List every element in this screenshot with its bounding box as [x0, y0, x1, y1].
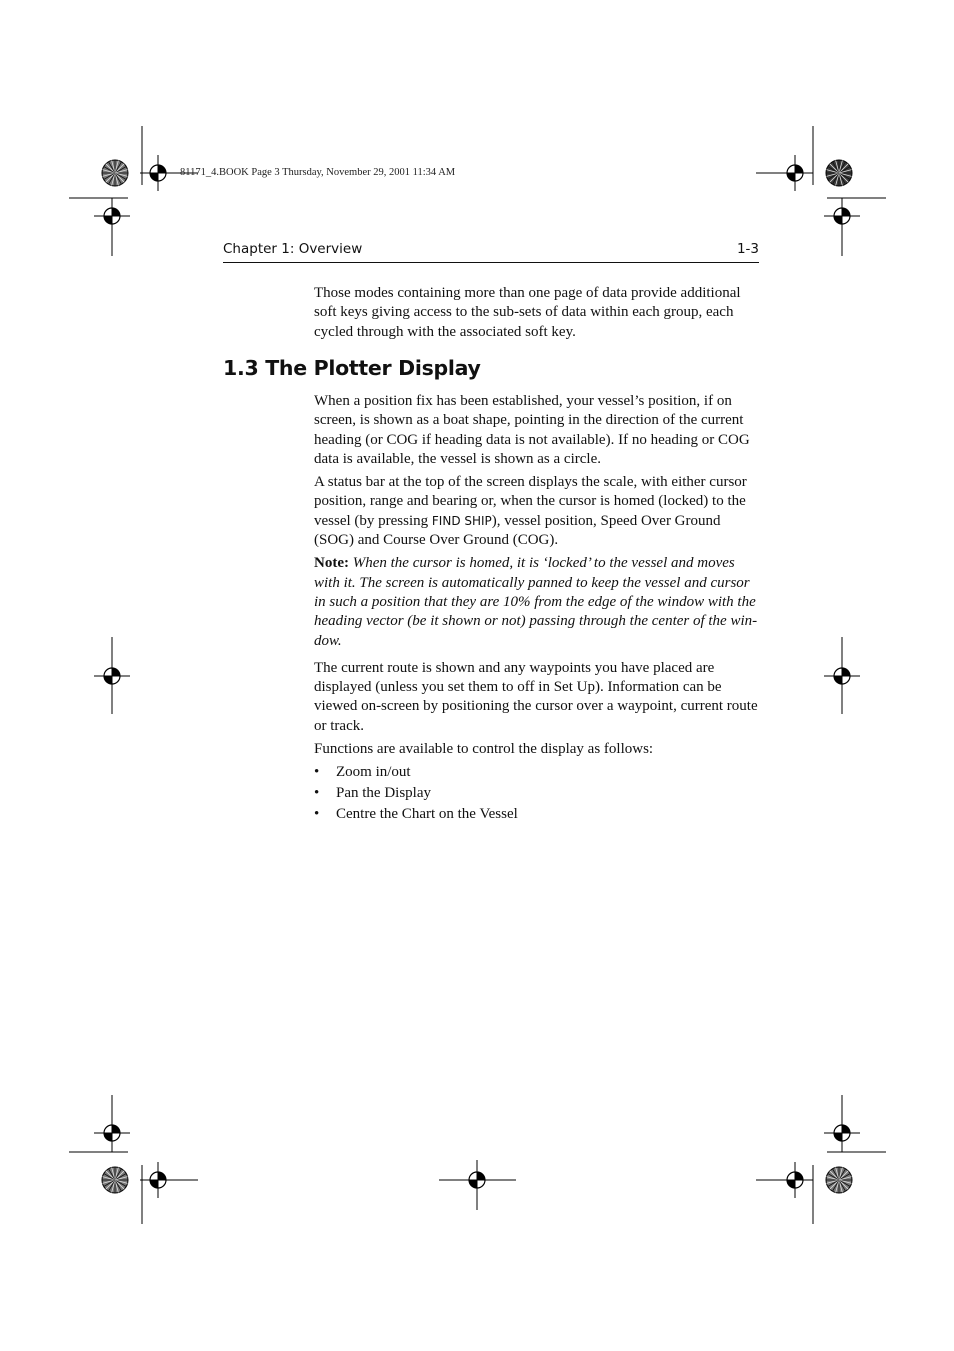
find-ship-key: FIND SHIP: [431, 513, 492, 528]
registration-target-icon: [94, 198, 130, 234]
note: [314, 554, 760, 650]
chapter-title: Chapter 1: Overview: [223, 241, 363, 257]
list-item: • Pan the Display: [314, 784, 760, 805]
intro-paragraph: Those modes containing more than one page of data provide additional soft keys giving access to the sub-sets of data within each group, each cycled through with the associated soft key.: [314, 285, 741, 340]
page-number: 1-3: [736, 241, 759, 257]
color-wheel-icon: [826, 1167, 852, 1193]
registration-target-icon: [459, 1162, 495, 1198]
registration-target-icon: [824, 658, 860, 694]
paragraph-status-bar: A status bar at the top of the screen displays the scale, with either cursor position, range and bearing or, when the cursor is homed (locked) to the vessel (by pressing FIND SHIP), vessel position, Speed Over Ground (SOG) and Course Over Ground (COG).: [314, 474, 747, 549]
bullet-icon: •: [314, 806, 320, 823]
note-label: Note:: [314, 555, 349, 572]
registration-target-icon: [94, 1115, 130, 1151]
registration-target-icon: [824, 1115, 860, 1151]
list-item: • Centre the Chart on the Vessel: [314, 805, 760, 826]
section-body: [314, 392, 760, 826]
registration-target-icon: [777, 1162, 813, 1198]
paragraph-route: The current route is shown and any waypoints you have placed are displayed (unless you set them to off in Set Up). Information can be viewed on-screen by positioning the cursor over a waypoint, current route or track.: [314, 659, 758, 734]
list-item: • Zoom in/out: [314, 763, 760, 784]
bullet-icon: •: [314, 764, 320, 781]
registration-target-icon: [777, 155, 813, 191]
function-list: [314, 763, 760, 826]
print-slug: 81171_4.BOOK Page 3 Thursday, November 29, 2001 11:34 AM: [180, 167, 456, 178]
registration-target-icon: [140, 1162, 176, 1198]
registration-target-icon: [824, 198, 860, 234]
color-wheel-icon: [826, 160, 852, 186]
color-wheel-icon: [102, 1167, 128, 1193]
bullet-icon: •: [314, 785, 320, 802]
running-header: [223, 240, 759, 263]
registration-target-icon: [94, 658, 130, 694]
note-text: When the cursor is homed, it is ‘locked’ to the vessel and moves with it. The screen is automatically panned to keep the vessel and cursor in such a position that they are 10% from the edge of the window with the heading vector (be it shown or not) passing through the center of the win-dow.: [314, 555, 758, 649]
paragraph-vessel-position: When a position fix has been established, your vessel’s position, if on screen, is shown as a boat shape, pointing in the direction of the current heading (or COG if heading data is not available). If no heading or COG data is available, the vessel is shown as a circle.: [314, 393, 750, 467]
color-wheel-icon: [102, 160, 128, 186]
registration-target-icon: [140, 155, 176, 191]
paragraph-functions: Functions are available to control the display as follows:: [314, 741, 654, 758]
section-heading: 1.3 The Plotter Display: [223, 356, 481, 380]
